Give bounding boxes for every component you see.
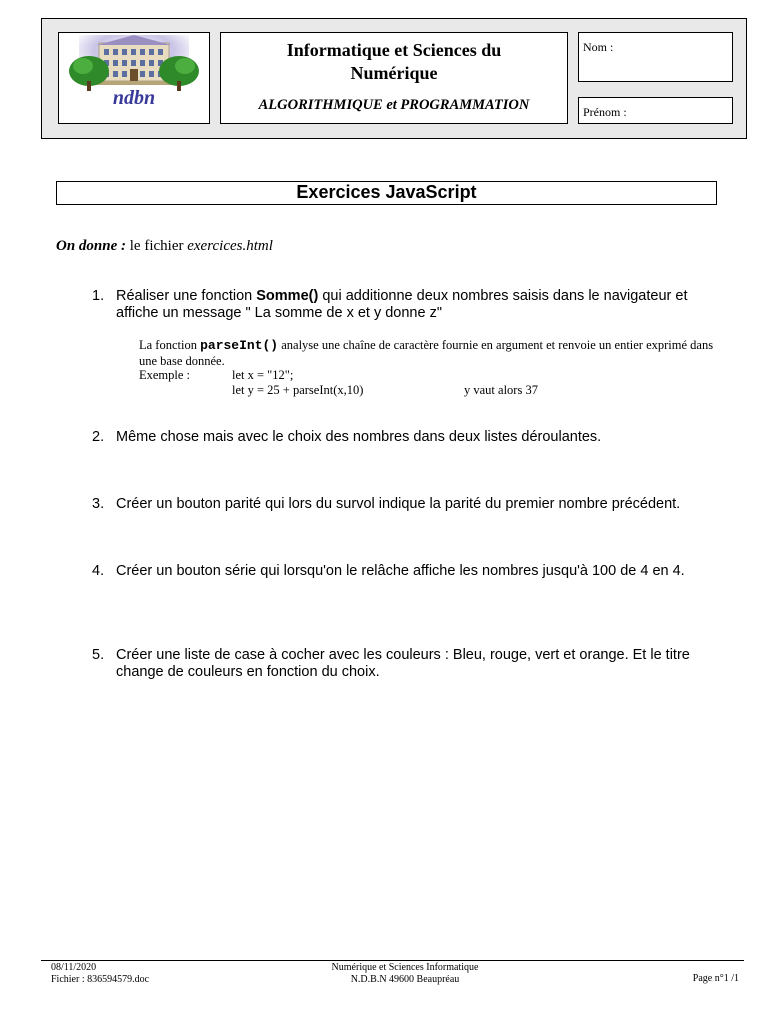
item-text: Créer un bouton parité qui lors du survol indique la parité du premier nombre précédent. [116,496,681,512]
logo-text: ndbn [112,87,156,109]
item-text-prefix: Réaliser une fonction [116,288,257,304]
logo-image [59,33,209,123]
nom-field [578,32,733,82]
footer-filename: Fichier : 836594579.doc [51,973,150,985]
footer-left [51,962,149,985]
note-description [139,338,719,368]
example-result: y vaut alors 37 [464,382,538,397]
header-box [41,18,747,139]
intro-label: On donne : [56,238,127,254]
course-subtitle: ALGORITHMIQUE et PROGRAMMATION [258,97,530,113]
prenom-label: Prénom : [583,105,627,119]
course-title-box [220,32,568,124]
note-code: parseInt() [200,338,279,353]
item-number: 4. [92,563,105,579]
example-row-1 [139,368,719,383]
footer-center-line-2: N.D.B.N 49600 Beaupréau [350,973,460,985]
item-text: Créer un bouton série qui lorsqu'on le relâche affiche les nombres jusqu'à 100 de 4 en 4. [116,563,685,579]
footer-divider [41,960,744,961]
example-label: Exemple : [139,368,191,382]
exercise-title: Exercices JavaScript [296,182,477,202]
item-text [116,288,726,322]
item-number: 5. [92,647,105,663]
footer-center-line-1: Numérique et Sciences Informatique [331,962,479,973]
item-text: Créer une liste de case à cocher avec les couleurs : Bleu, rouge, vert et orange. Et le titre change de couleurs en fonction du choix. [116,647,690,680]
footer-center [305,962,505,985]
note-prefix: La fonction [139,338,201,352]
intro-line [56,238,273,255]
item-number: 3. [92,496,105,512]
item-number: 2. [92,429,105,445]
nom-label: Nom : [583,40,614,54]
note-suffix: analyse une chaîne de caractère fournie en argument et renvoie un entier exprimé dans une base donnée. [139,338,714,368]
footer-date: 08/11/2020 [51,962,97,973]
item-text: Même chose mais avec le choix des nombres dans deux listes déroulantes. [116,429,602,445]
item-number: 1. [92,288,105,304]
example-line-2: let y = 25 + parseInt(x,10) [232,382,364,397]
parseint-note [139,338,719,397]
function-name: Somme() [256,288,319,304]
item-text-suffix: qui additionne deux nombres saisis dans le navigateur et affiche un message " La somme de x et y donne z" [116,288,688,321]
footer-page-number: Page n°1 /1 [692,973,739,984]
intro-text: le fichier [126,238,188,254]
course-title: Informatique et Sciences du Numérique [286,40,502,83]
intro-filename: exercices.html [187,238,273,254]
exercise-title-box [56,181,717,205]
prenom-field [578,97,733,124]
example-line-1: let x = "12"; [232,368,294,382]
school-logo [58,32,210,124]
example-row-2 [139,383,719,398]
